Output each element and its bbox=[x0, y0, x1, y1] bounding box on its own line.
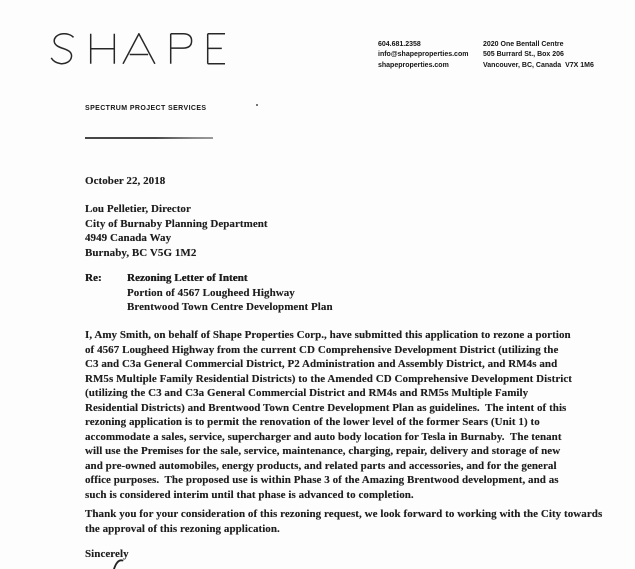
re-title: Rezoning Letter of Intent bbox=[127, 272, 248, 284]
recipient-line: Lou Pelletier, Director bbox=[85, 203, 191, 215]
contact-email: info@shapeproperties.com bbox=[378, 51, 469, 59]
letterhead-rule bbox=[85, 137, 213, 139]
body-line: RM5s Multiple Family Residential Districts) to the Amended CD Comprehensive Development District bbox=[85, 372, 573, 385]
body-line: C3 and C3a General Commercial District, P2 Administration and Assembly District, and RM4s and bbox=[85, 358, 558, 371]
shape-logo bbox=[50, 33, 225, 65]
contact-phone: 604.681.2358 bbox=[378, 41, 421, 48]
body-paragraph-1 bbox=[85, 328, 572, 503]
address-line: 2020 One Bentall Centre bbox=[483, 41, 564, 48]
address-block bbox=[483, 40, 594, 71]
re-label: Re: bbox=[85, 272, 102, 284]
body-paragraph-2 bbox=[85, 507, 602, 536]
recipient-line: Burnaby, BC V5G 1M2 bbox=[85, 246, 197, 259]
body-line: rezoning application is to permit the renovation of the lower level of the former Sears (Unit 1) to bbox=[85, 416, 540, 429]
body-line: office purposes. The proposed use is within Phase 3 of the Amazing Brentwood development, and as bbox=[85, 474, 559, 487]
re-lines bbox=[127, 271, 333, 315]
recipient-block bbox=[85, 202, 268, 260]
body-line: the approval of this rezoning application. bbox=[85, 522, 280, 535]
contact-website: shapeproperties.com bbox=[378, 61, 449, 69]
body-line: such is considered interim until that phase is advanced to completion. bbox=[85, 489, 414, 502]
subject-block bbox=[85, 271, 333, 315]
body-line: (utilizing the C3 and C3a General Commercial District and RM4s and RM5s Multiple Family bbox=[85, 387, 529, 400]
letter-date: October 22, 2018 bbox=[85, 175, 166, 187]
closing-text: Sincerely bbox=[85, 548, 129, 560]
re-line: Brentwood Town Centre Development Plan bbox=[127, 301, 333, 314]
body-line: Thank you for your consideration of this rezoning request, we look forward to working with the City towards bbox=[85, 508, 603, 520]
body-line: of 4567 Lougheed Highway from the current CD Comprehensive Development District (utilizing the bbox=[85, 343, 559, 356]
body-line: and pre-owned automobiles, energy products, and related parts and accessories, and for the general bbox=[85, 459, 557, 472]
signature-stroke bbox=[112, 557, 130, 569]
letter-date-block bbox=[85, 174, 165, 189]
body-line: Residential Districts) and Brentwood Town Centre Development Plan as guidelines. The intent of this bbox=[85, 401, 567, 414]
contact-block bbox=[378, 40, 468, 71]
recipient-line: City of Burnaby Planning Department bbox=[85, 217, 268, 230]
division-name: SPECTRUM PROJECT SERVICES bbox=[85, 105, 207, 112]
re-line: Portion of 4567 Lougheed Highway bbox=[127, 286, 295, 299]
address-line: Vancouver, BC, Canada V7X 1M6 bbox=[483, 61, 594, 69]
scan-artifact-dot bbox=[256, 104, 258, 106]
body-line: accommodate a sales, service, supercharger and auto body location for Tesla in Burnaby. The tenant bbox=[85, 430, 562, 443]
address-line: 505 Burrard St., Box 206 bbox=[483, 51, 564, 59]
recipient-line: 4949 Canada Way bbox=[85, 232, 172, 245]
body-line: I, Amy Smith, on behalf of Shape Properties Corp., have submitted this application to rezone a portion bbox=[85, 329, 571, 341]
body-line: will use the Premises for the sale, service, maintenance, charging, repair, delivery and storage of new bbox=[85, 445, 561, 458]
